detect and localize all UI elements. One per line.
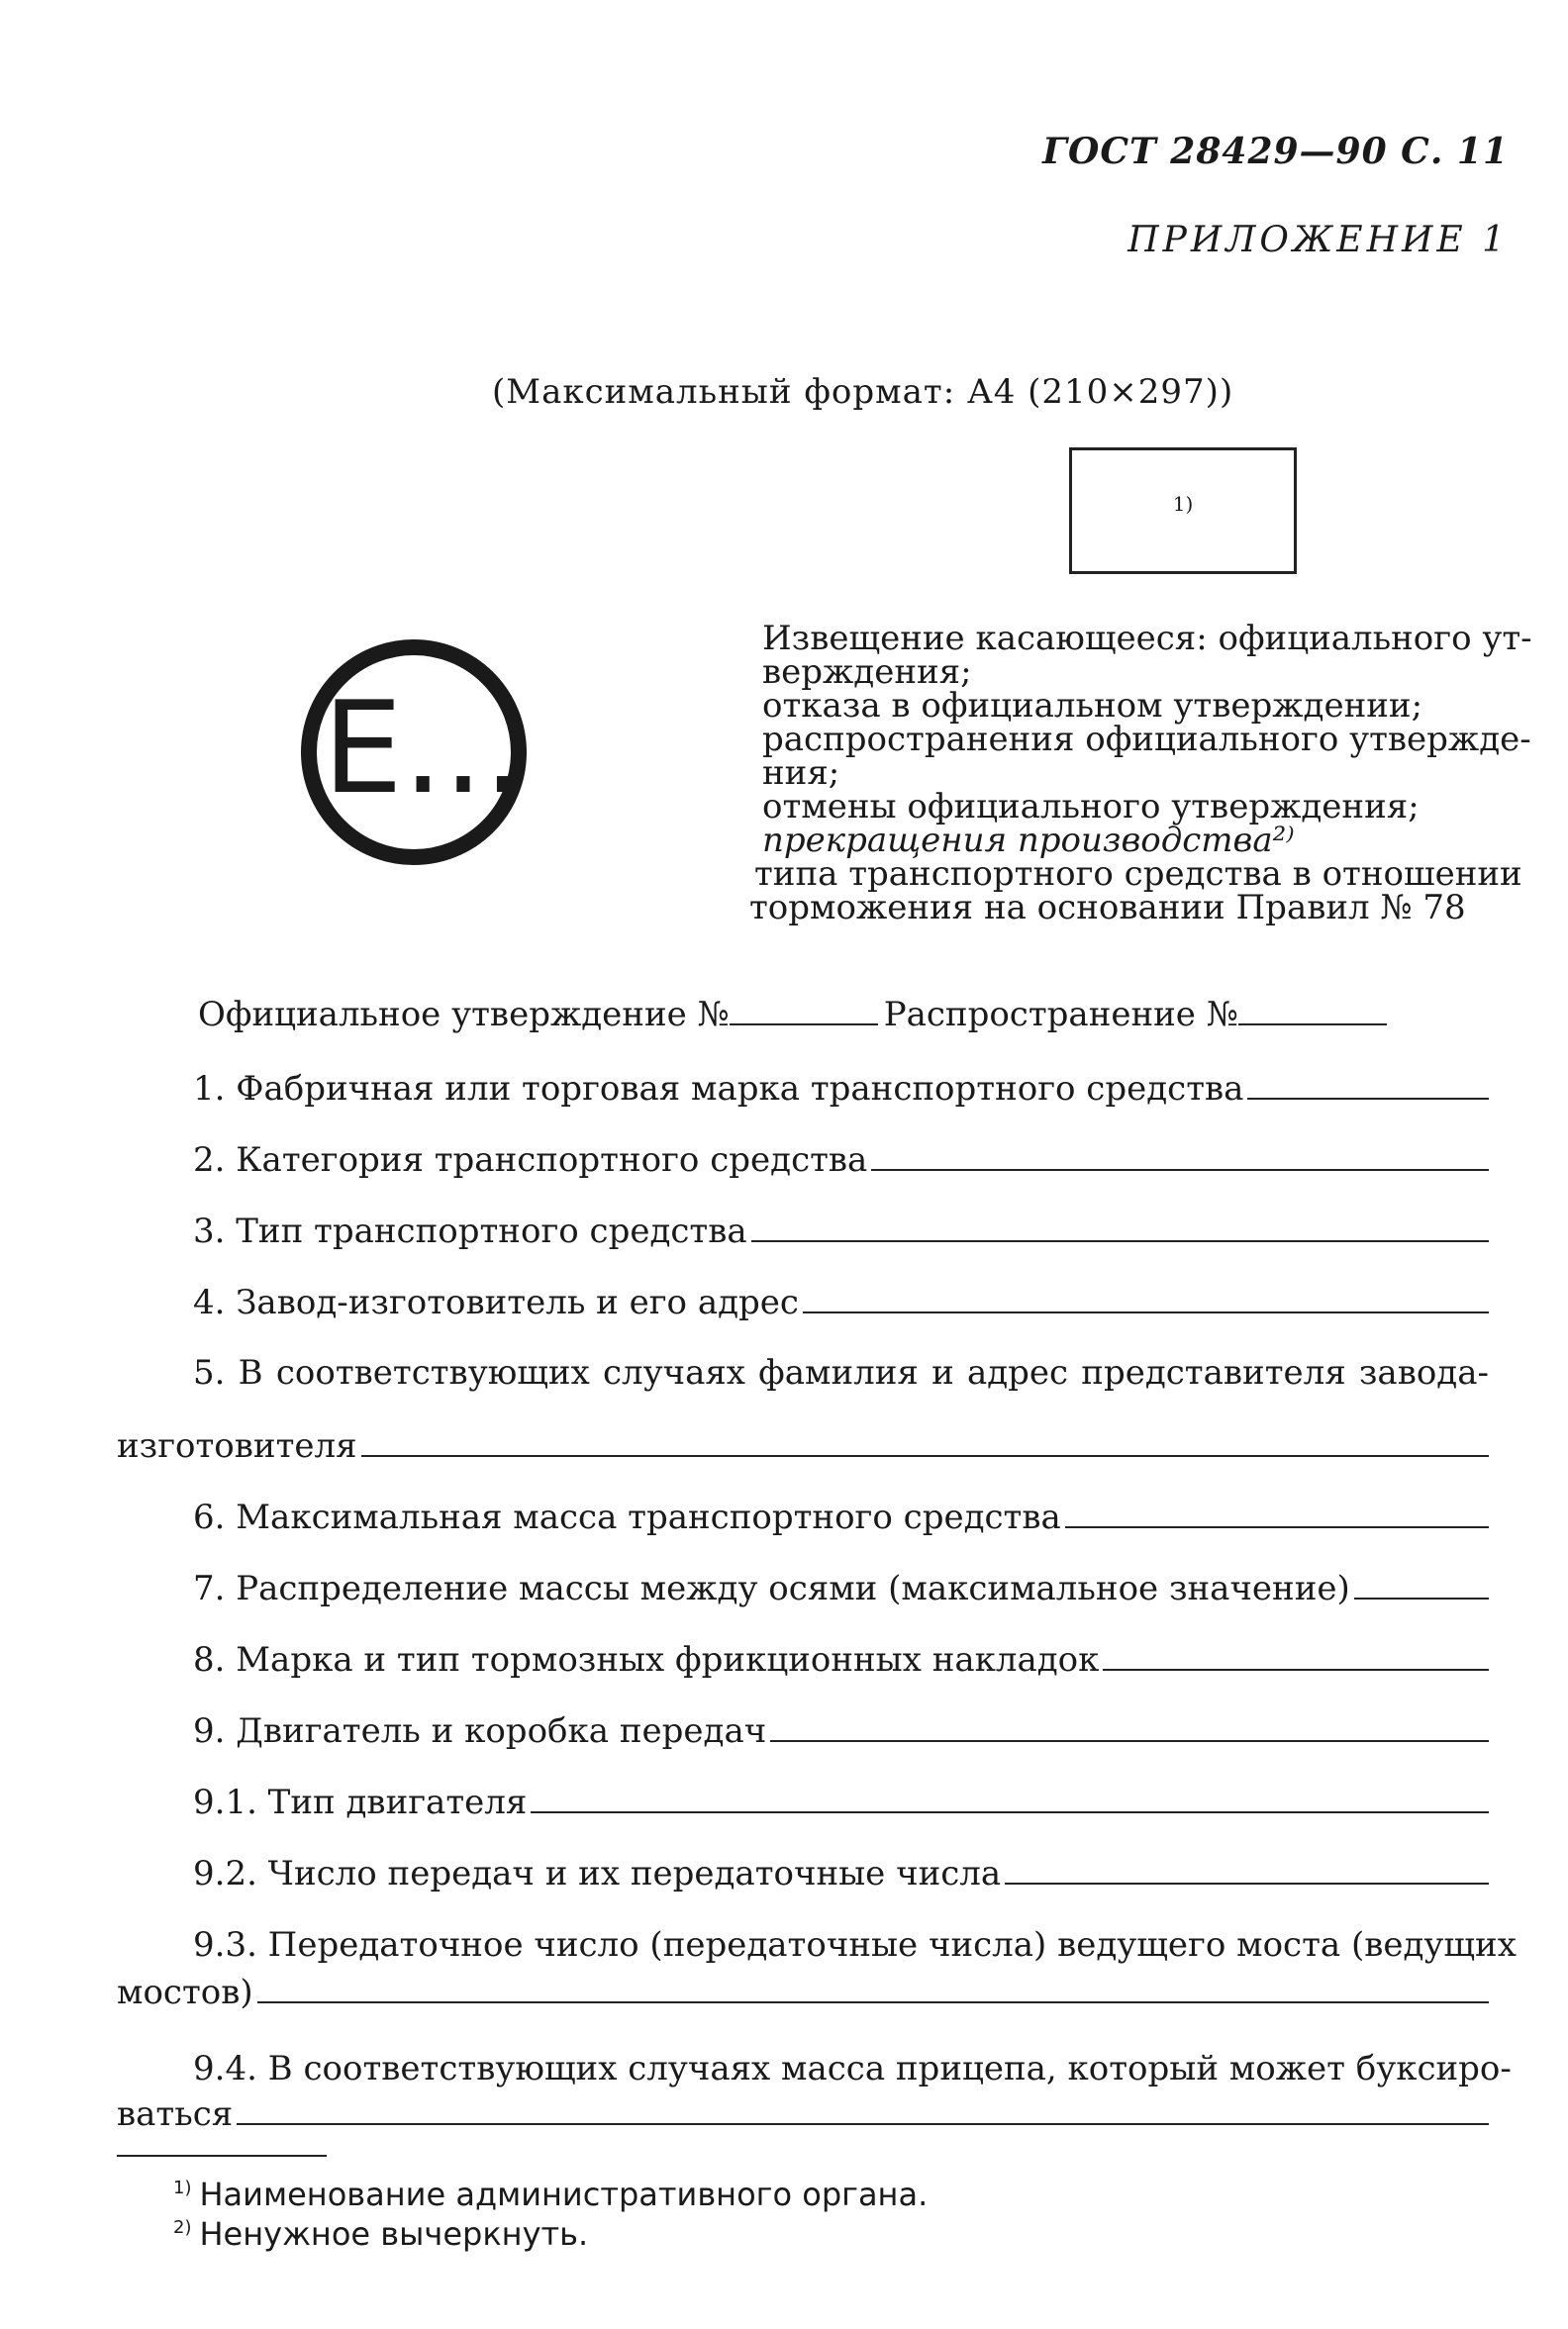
- form-item-label: 7. Распределение массы между осями (максимальное значение): [193, 1569, 1350, 1608]
- notice-line: ния;: [762, 753, 840, 793]
- form-item-field[interactable]: [1065, 1522, 1489, 1528]
- footnote-text: Ненужное вычеркнуть.: [199, 2215, 589, 2253]
- form-item-9-1: [193, 1783, 1489, 1822]
- approval-number-label: Официальное утверждение №: [198, 995, 730, 1034]
- form-item-5-first-line: 5. В соответствующих случаях фамилия и адрес представителя завода-: [193, 1353, 1489, 1393]
- notice-line: отмены официального утверждения;: [762, 787, 1420, 826]
- form-item-label: 3. Тип транспортного средства: [193, 1212, 747, 1251]
- form-item-label: 6. Максимальная масса транспортного средства: [193, 1498, 1061, 1537]
- footnote-mark: 1): [173, 2178, 192, 2199]
- form-item-3: [193, 1212, 1489, 1251]
- notice-line: распространения официального утвержде-: [762, 720, 1531, 759]
- form-item-field[interactable]: [803, 1308, 1489, 1313]
- form-item-6: [193, 1498, 1489, 1537]
- notice-line: торможения на основании Правил № 78: [749, 888, 1466, 927]
- form-item-4: [193, 1283, 1489, 1322]
- form-item-field[interactable]: [1247, 1094, 1489, 1100]
- form-item-label: мостов): [117, 1973, 253, 2012]
- form-item-label: 9. Двигатель и коробка передач: [193, 1711, 767, 1751]
- form-item-7: [193, 1569, 1489, 1608]
- footnote-1: [173, 2176, 928, 2213]
- form-item-9-3-first-line: 9.3. Передаточное число (передаточные числа) ведущего моста (ведущих: [193, 1925, 1517, 1965]
- authority-box: [1069, 447, 1297, 574]
- form-item-label: 8. Марка и тип тормозных фрикционных накладок: [193, 1640, 1100, 1680]
- form-item-label: 9.2. Число передач и их передаточные числа: [193, 1854, 1002, 1893]
- notice-line: Извещение касающееся: официального ут-: [762, 619, 1532, 658]
- form-item-label: 4. Завод-изготовитель и его адрес: [193, 1283, 799, 1322]
- form-item-field[interactable]: [1354, 1594, 1489, 1600]
- form-item-label: 9.1. Тип двигателя: [193, 1783, 528, 1822]
- authority-footnote-mark: 1): [1172, 492, 1194, 516]
- appendix-title: ПРИЛОЖЕНИЕ 1: [1127, 220, 1509, 260]
- notice-block: [749, 619, 1532, 927]
- form-item-label: изготовителя: [117, 1426, 357, 1466]
- notice-line: прекращения производства²⁾: [762, 821, 1295, 860]
- page-header-standard: ГОСТ 28429—90 С. 11: [1042, 131, 1509, 172]
- form-item-label: ваться: [117, 2094, 234, 2134]
- form-item-1: [193, 1069, 1489, 1109]
- footnote-2: [173, 2215, 588, 2253]
- form-item-2: [193, 1140, 1489, 1180]
- form-item-field[interactable]: [871, 1165, 1489, 1171]
- footnote-mark: 2): [173, 2217, 192, 2239]
- notice-line: отказа в официальном утверждении;: [762, 686, 1423, 726]
- extension-number-label: Распространение №: [883, 995, 1238, 1034]
- form-item-5: [117, 1426, 1489, 1466]
- extension-number-field[interactable]: [1238, 1018, 1387, 1025]
- form-item-9-2: [193, 1854, 1489, 1893]
- approval-mark-circle-icon: [295, 633, 533, 871]
- format-note: (Максимальный формат: А4 (210×297)): [492, 372, 1234, 412]
- form-item-field[interactable]: [1103, 1665, 1489, 1671]
- form-item-8: [193, 1640, 1489, 1680]
- notice-line: верждения;: [762, 652, 972, 692]
- form-item-field[interactable]: [361, 1451, 1489, 1457]
- form-item-9-4: [117, 2094, 1489, 2134]
- form-item-field[interactable]: [751, 1236, 1489, 1242]
- form-item-9-3: [117, 1973, 1489, 2012]
- form-item-9: [193, 1711, 1489, 1751]
- approval-number-field[interactable]: [730, 1018, 878, 1025]
- form-item-field[interactable]: [770, 1736, 1489, 1742]
- form-item-9-4-first-line: 9.4. В соответствующих случаях масса прицепа, который может буксиро-: [193, 2049, 1512, 2088]
- form-item-field[interactable]: [1005, 1879, 1489, 1885]
- footnote-divider: [117, 2155, 327, 2157]
- form-item-label: 2. Категория транспортного средства: [193, 1140, 868, 1180]
- form-item-field[interactable]: [531, 1807, 1489, 1813]
- form-item-field[interactable]: [257, 1997, 1489, 2003]
- footnote-text: Наименование административного органа.: [199, 2176, 929, 2213]
- form-item-label: 1. Фабричная или торговая марка транспортного средства: [193, 1069, 1244, 1109]
- approval-mark-letter: E...: [323, 675, 524, 823]
- approval-number-row: [198, 995, 1387, 1034]
- form-item-field[interactable]: [237, 2119, 1489, 2125]
- notice-line: типа транспортного средства в отношении: [754, 854, 1522, 894]
